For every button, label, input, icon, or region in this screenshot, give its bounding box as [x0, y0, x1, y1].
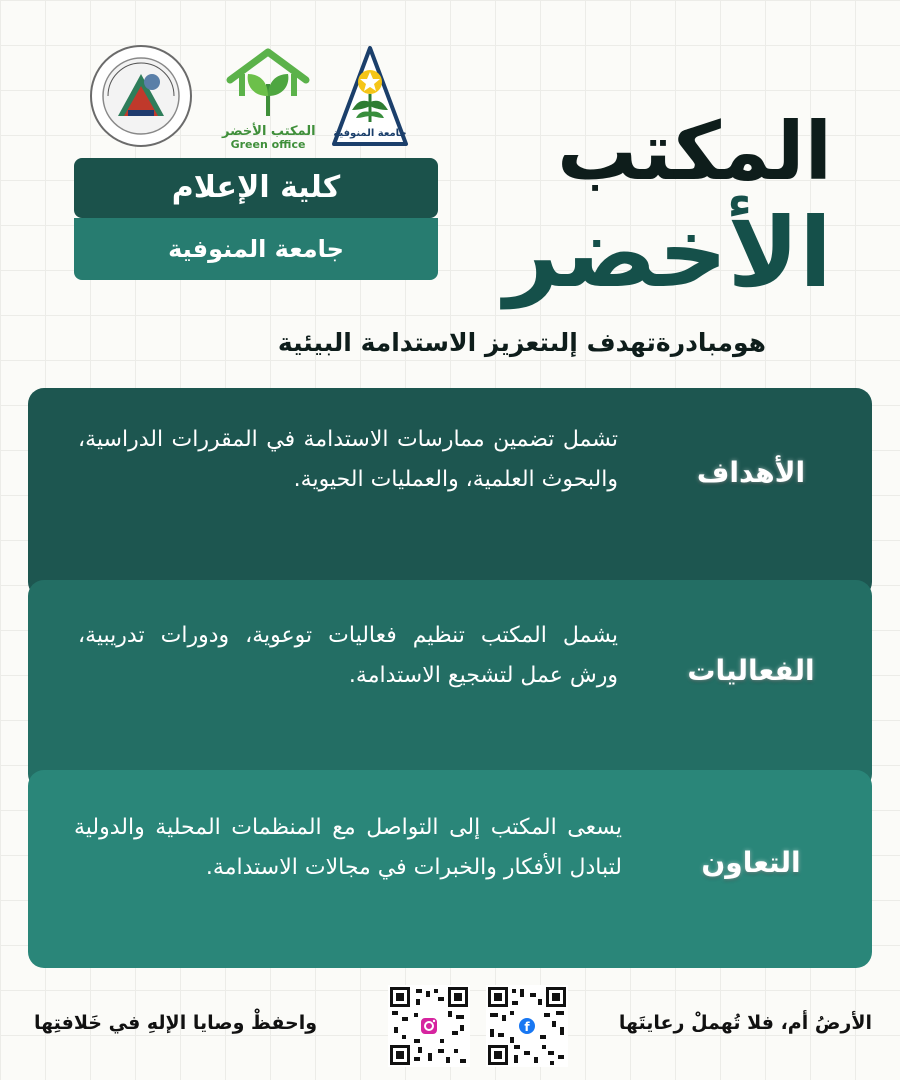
green-office-ar-caption: المكتب الأخضر	[222, 124, 316, 139]
green-office-logo	[222, 44, 314, 152]
footer-verse-right: الأرضُ أم، فلا تُهملْ رعايتَها	[618, 1012, 872, 1034]
section-heading: التعاون	[701, 846, 801, 879]
menoufia-logo-caption: جامعة المنوفية	[333, 128, 407, 139]
university-label: جامعة المنوفية	[74, 218, 438, 280]
section-goals	[28, 388, 872, 598]
instagram-icon	[420, 1017, 438, 1035]
section-body: يشمل المكتب تنظيم فعاليات توعوية، ودورات تدريبية، ورش عمل لتشجيع الاستدامة.	[78, 623, 618, 688]
section-events	[28, 580, 872, 790]
faculty-label: كلية الإعلام	[74, 158, 438, 218]
page-title-line2: الأخضر	[504, 197, 832, 309]
section-cooperation	[28, 770, 872, 968]
section-heading: الفعاليات	[687, 654, 815, 687]
faculty-logo	[88, 40, 194, 152]
section-body: يسعى المكتب إلى التواصل مع المنظمات المحلية والدولية لتبادل الأفكار والخبرات في مجالات الاستدامة.	[74, 815, 622, 880]
qr-code-icon	[486, 985, 568, 1067]
qr-code-icon	[388, 985, 470, 1067]
tagline: هومبادرةتهدف إلىتعزيز الاستدامة البيئية	[277, 328, 766, 357]
svg-text:f: f	[524, 1020, 530, 1034]
footer-verse-left: واحفظْ وصايا الإلهِ في خَلافتِها	[34, 1012, 318, 1034]
green-office-en-caption: Green office	[230, 138, 306, 151]
section-heading: الأهداف	[696, 456, 806, 489]
page-title-line1: المكتب	[557, 105, 832, 198]
facebook-qr-code[interactable]	[486, 985, 568, 1067]
menoufia-university-logo	[330, 44, 410, 152]
instagram-qr-code[interactable]	[388, 985, 470, 1067]
section-body: تشمل تضمين ممارسات الاستدامة في المقررات الدراسية، والبحوث العلمية، والعمليات الحيوية.	[78, 427, 618, 492]
